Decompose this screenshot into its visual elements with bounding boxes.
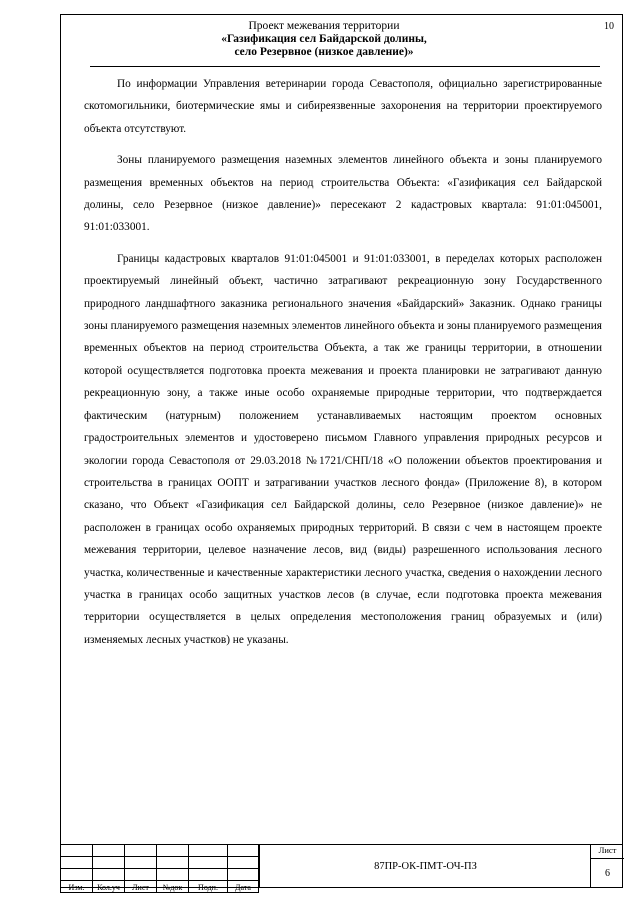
grid-cell bbox=[93, 845, 125, 857]
paragraph-3: Границы кадастровых кварталов 91:01:045001 и 91:01:033001, в переделах которых расположен проектируемый линейный объект, частично затрагивают рекреационную зону Государственного природного ландшафтного заказника регионального значения «Байдарский» Заказник. Однако границы зоны планируемого размещения наземных элементов линейного объекта и зоны планируемого размещения временных объектов на период строительства Объекта, а так же границы территории, в отношении которой осуществляется подготовка проекта межевания и проекта планировки не затрагивают данную рекреационную зону, а также иные особо охраняемые природные территории, что подтверждается фактическим (натурным) положением устанавливаемых настоящим проектом основных градостроительных элементов и удостоверено письмом Главного управления природных ресурсов и экологии города Севастополя от 29.03.2018 №1721/СНП/18 «О положении объектов проектирования и строительства в границах ООПТ и затрагивании участков лесного фонда» (Приложение 8), в котором сказано, что Объект «Газификация сел Байдарской долины, село Резервное (низкое давление)» не расположен в границах особо охраняемых природных территорий. В связи с чем в настоящем проекте межевания территории, целевое назначение лесов, вид (виды) разрешенного использования лесного участка, количественные и качественные характеристики лесного участка, сведения о нахождении лесного участка в границах особо защитных участков лесов (в случае, если подготовка проекта межевания территории осуществляется в целых определения местоположения границ образуемых и (или) изменяемых лесных участков) не указаны. bbox=[84, 252, 602, 646]
grid-cell bbox=[157, 869, 189, 881]
sheet-box bbox=[590, 844, 623, 888]
paragraph-2: Зоны планируемого размещения наземных элементов линейного объекта и зоны планируемого размещения временных объектов на период строительства Объекта: «Газификация сел Байдарской долины, село Резервное (низкое давление)» пересекают 2 кадастровых квартала: 91:01:045001, 91:01:033001. bbox=[84, 154, 602, 234]
page-number-top: 10 bbox=[604, 21, 614, 32]
column-podp: Подп. bbox=[189, 881, 228, 893]
sheet-number: 6 bbox=[605, 868, 610, 879]
document-code-text: 87ПР-ОК-ПМТ-ОЧ-ПЗ bbox=[374, 860, 477, 872]
paragraph-1: По информации Управления ветеринарии города Севастополя, официально зарегистрированные скотомогильники, биотермические ямы и сибиреязвенные захоронения на территории проектируемого объекта отсутствуют. bbox=[84, 78, 602, 135]
grid-cell bbox=[189, 845, 228, 857]
column-izm: Изм. bbox=[61, 881, 93, 893]
grid-cell bbox=[189, 857, 228, 869]
column-kol-uch: Кол.уч bbox=[93, 881, 125, 893]
header-line-1: Проект межевания территории bbox=[248, 20, 400, 32]
header-line-2: «Газификация сел Байдарской долины, bbox=[221, 33, 427, 45]
column-ndok: №док bbox=[157, 881, 189, 893]
title-block bbox=[60, 844, 623, 892]
grid-cell bbox=[228, 845, 259, 857]
grid-cell bbox=[125, 845, 157, 857]
grid-cell bbox=[61, 845, 93, 857]
title-block-grid bbox=[60, 844, 259, 893]
grid-cell bbox=[125, 869, 157, 881]
grid-cell bbox=[61, 869, 93, 881]
header-rule bbox=[90, 66, 600, 67]
grid-cell bbox=[93, 869, 125, 881]
grid-cell bbox=[157, 857, 189, 869]
grid-cell bbox=[189, 869, 228, 881]
document-header bbox=[62, 20, 586, 59]
grid-cell bbox=[93, 857, 125, 869]
grid-cell bbox=[228, 857, 259, 869]
grid-cell bbox=[125, 857, 157, 869]
sheet-divider bbox=[591, 858, 624, 859]
column-list: Лист bbox=[125, 881, 157, 893]
grid-cell bbox=[61, 857, 93, 869]
header-line-3: село Резервное (низкое давление)» bbox=[234, 46, 414, 58]
column-data: Дата bbox=[228, 881, 259, 893]
document-body bbox=[84, 73, 602, 651]
grid-cell bbox=[228, 869, 259, 881]
document-code bbox=[259, 844, 591, 888]
sheet-label: Лист bbox=[598, 845, 617, 855]
grid-cell bbox=[157, 845, 189, 857]
